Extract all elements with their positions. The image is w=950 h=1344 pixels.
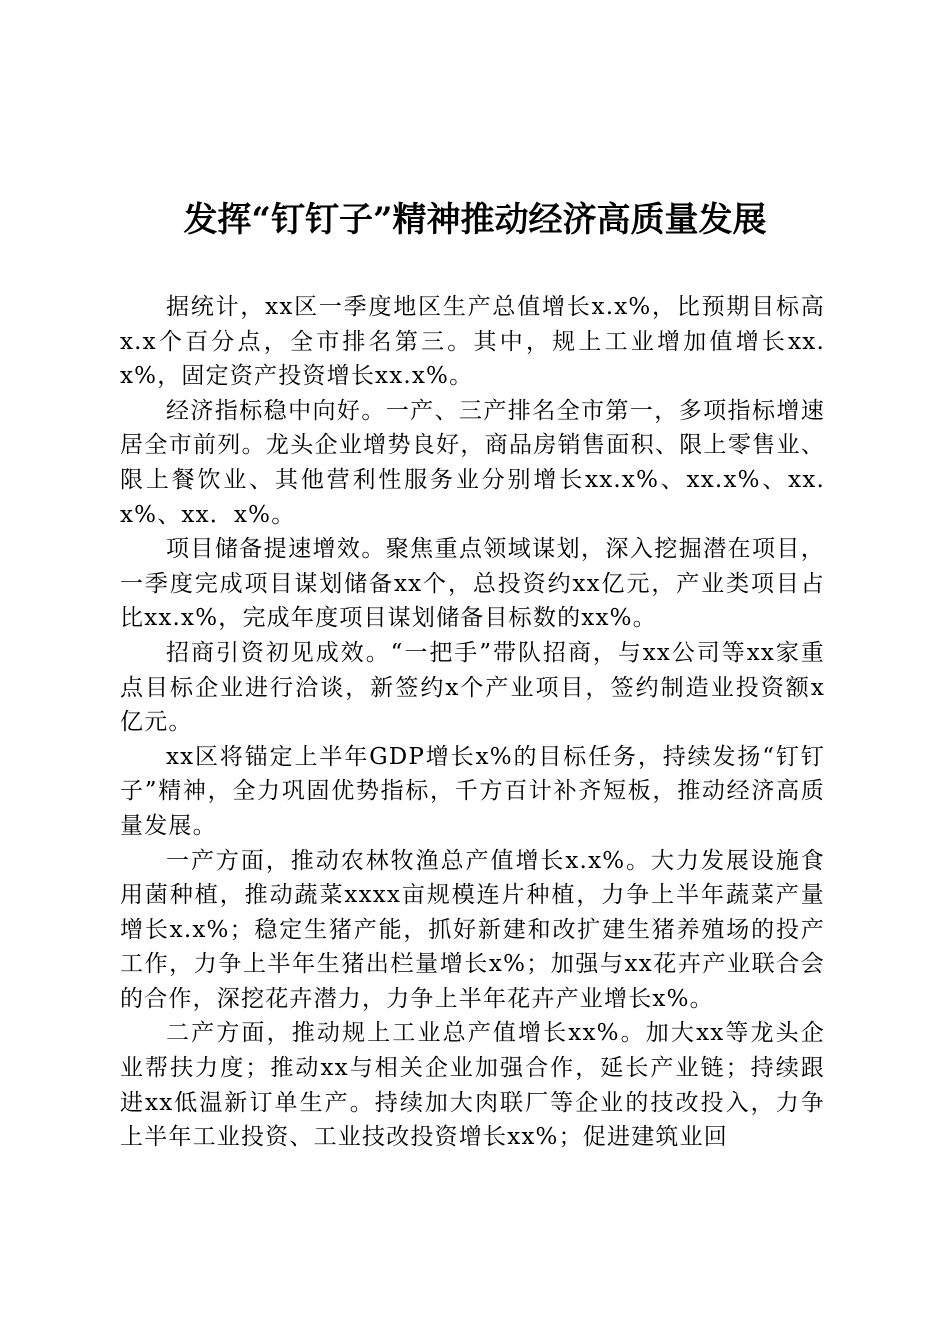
paragraph: 二产方面，推动规上工业总产值增长xx%。加大xx等龙头企业帮扶力度；推动xx与相关企业加强合作，延长产业链；持续跟进xx低温新订单生产。持续加大肉联厂等企业的技改投入，力争上半年工业投资、工业技改投资增长xx%；促进建筑业回 [120, 1020, 825, 1151]
document-title: 发挥“钉钉子”精神推动经济高质量发展 [183, 200, 767, 240]
paragraph: 一产方面，推动农林牧渔总产值增长x.x%。大力发展设施食用菌种植，推动蔬菜xxxx亩规模连片种植，力争上半年蔬菜产量增长x.x%；稳定生猪产能，抓好新建和改扩建生猪养殖场的投产工作，力争上半年生猪出栏量增长x%；加强与xx花卉产业联合会的合作，深挖花卉潜力，力争上半年花卉产业增长x%。 [120, 847, 825, 1012]
paragraph: 据统计，xx区一季度地区生产总值增长x.x%，比预期目标高x.x个百分点，全市排名第三。其中，规上工业增加值增长xx.x%，固定资产投资增长xx.x%。 [120, 294, 825, 390]
document-body [120, 290, 825, 1155]
paragraph: 项目储备提速增效。聚焦重点领域谋划，深入挖掘潜在项目，一季度完成项目谋划储备xx个，总投资约xx亿元，产业类项目占比xx.x%，完成年度项目谋划储备目标数的xx%。 [120, 536, 825, 632]
paragraph: 招商引资初见成效。“一把手”带队招商，与xx公司等xx家重点目标企业进行洽谈，新签约x个产业项目，签约制造业投资额x亿元。 [120, 639, 825, 736]
paragraph: 经济指标稳中向好。一产、三产排名全市第一，多项指标增速居全市前列。龙头企业增势良好，商品房销售面积、限上零售业、限上餐饮业、其他营利性服务业分别增长xx.x%、xx.x%、xx.x%、xx．x%。 [120, 397, 825, 528]
paragraph: xx区将锚定上半年GDP增长x%的目标任务，持续发扬“钉钉子”精神，全力巩固优势指标，千方百计补齐短板，推动经济高质量发展。 [120, 743, 825, 839]
